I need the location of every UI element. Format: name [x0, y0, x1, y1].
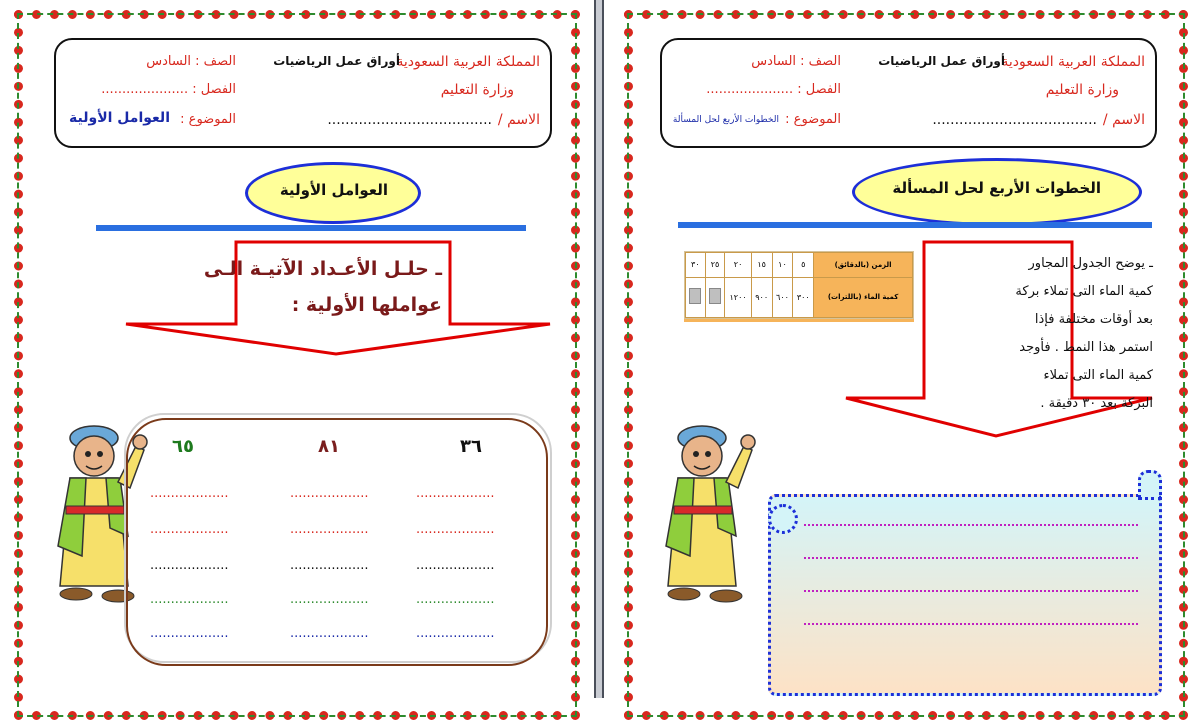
worksheet-right — [608, 0, 1195, 698]
scroll-top-roll — [1138, 470, 1162, 500]
table-cell: ٥ — [793, 253, 814, 278]
number-2: ٨١ — [318, 436, 340, 457]
table-row — [686, 277, 913, 317]
header-box — [54, 38, 552, 148]
header-box — [660, 38, 1157, 148]
kingdom-label: المملكة العربية السعودية — [396, 54, 540, 70]
answer-line[interactable]: ................... — [416, 592, 495, 607]
answer-line[interactable]: ................... — [290, 486, 369, 501]
ministry-label: وزارة التعليم — [440, 82, 514, 98]
table-cell: ١٢٠٠ — [725, 277, 751, 317]
table-cell — [705, 277, 725, 317]
topic-value: الخطوات الأربع لحل المسألة — [672, 115, 779, 125]
sheet-title: أوراق عمل الرياضيات — [273, 54, 400, 68]
table-cell: ١٥ — [751, 253, 772, 278]
name-field[interactable]: ..................................... — [932, 112, 1097, 128]
data-table — [684, 251, 914, 319]
answer-line[interactable]: ................... — [290, 558, 369, 573]
kingdom-label: المملكة العربية السعودية — [1001, 54, 1145, 70]
scroll-answer-line[interactable] — [804, 524, 1138, 526]
table-row — [686, 253, 913, 278]
instruction-line-2: عواملها الأولية : — [291, 294, 442, 316]
answer-line[interactable]: ................... — [416, 558, 495, 573]
page-title: الخطوات الأربع لحل المسألة — [892, 179, 1101, 197]
problem-line: ـ يوضح الجدول المجاور — [1028, 256, 1153, 271]
scroll-answer-line[interactable] — [804, 557, 1138, 559]
topic-label: الموضوع : — [785, 112, 841, 127]
answer-line[interactable]: ................... — [290, 522, 369, 537]
problem-line: بعد أوقات مختلفة فإذا — [1034, 312, 1153, 327]
answer-line[interactable]: ................... — [150, 486, 229, 501]
topic-label: الموضوع : — [180, 112, 236, 127]
table-cell: ٢٠ — [725, 253, 751, 278]
character-illustration — [644, 416, 754, 616]
sheet-title: أوراق عمل الرياضيات — [878, 54, 1005, 68]
scroll-answer-line[interactable] — [804, 623, 1138, 625]
scroll-answer-line[interactable] — [804, 590, 1138, 592]
scroll-left-roll — [768, 504, 798, 534]
ministry-label: وزارة التعليم — [1045, 82, 1119, 98]
page-divider — [594, 0, 604, 698]
class-label: الفصل : ..................... — [706, 82, 841, 97]
answer-line[interactable]: ................... — [150, 558, 229, 573]
answer-line[interactable]: ................... — [150, 592, 229, 607]
table-cell: ٢٥ — [705, 253, 725, 278]
name-field[interactable]: ..................................... — [327, 112, 492, 128]
answer-line[interactable]: ................... — [150, 522, 229, 537]
title-oval — [852, 158, 1142, 226]
instruction-line-1: ـ حلـل الأعـداد الآتيـة الـى — [203, 258, 442, 280]
answer-line[interactable]: ................... — [150, 626, 229, 641]
answer-line[interactable]: ................... — [416, 522, 495, 537]
grade-label: الصف : السادس — [751, 54, 841, 69]
problem-line: كمية الماء التى تملاء بركة — [1015, 284, 1153, 299]
blank-cell-marker — [709, 288, 721, 304]
answer-line[interactable]: ................... — [416, 626, 495, 641]
table-cell: ١٠ — [772, 253, 793, 278]
table-row-header: كمية الماء (باللترات) — [814, 277, 913, 317]
table-cell: ٦٠٠ — [772, 277, 793, 317]
table-cell: ٣٠ — [686, 253, 706, 278]
table-row-header: الزمن (بالدقائق) — [814, 253, 913, 278]
table-cell: ٣٠٠ — [793, 277, 814, 317]
number-1: ٣٦ — [460, 436, 482, 457]
grade-label: الصف : السادس — [146, 54, 236, 69]
name-label: الاسم / — [1102, 112, 1145, 128]
table-cell: ٩٠٠ — [751, 277, 772, 317]
problem-line: كمية الماء التى تملاء — [1043, 368, 1153, 383]
problem-line: البركة بعد ٣٠ دقيقة . — [1040, 396, 1153, 411]
title-oval — [245, 162, 421, 224]
blank-cell-marker — [689, 288, 701, 304]
answer-line[interactable]: ................... — [290, 626, 369, 641]
number-3: ٦٥ — [172, 436, 194, 457]
name-label: الاسم / — [497, 112, 540, 128]
topic-value: العوامل الأولية — [69, 110, 170, 126]
answer-line[interactable]: ................... — [290, 592, 369, 607]
page-title: العوامل الأولية — [279, 181, 388, 199]
title-underline — [678, 222, 1152, 228]
table-cell — [686, 277, 706, 317]
problem-line: استمر هذا النمط . فأوجد — [1019, 340, 1153, 355]
class-label: الفصل : ..................... — [101, 82, 236, 97]
title-underline — [96, 225, 526, 231]
worksheet-left — [0, 0, 592, 698]
answer-line[interactable]: ................... — [416, 486, 495, 501]
